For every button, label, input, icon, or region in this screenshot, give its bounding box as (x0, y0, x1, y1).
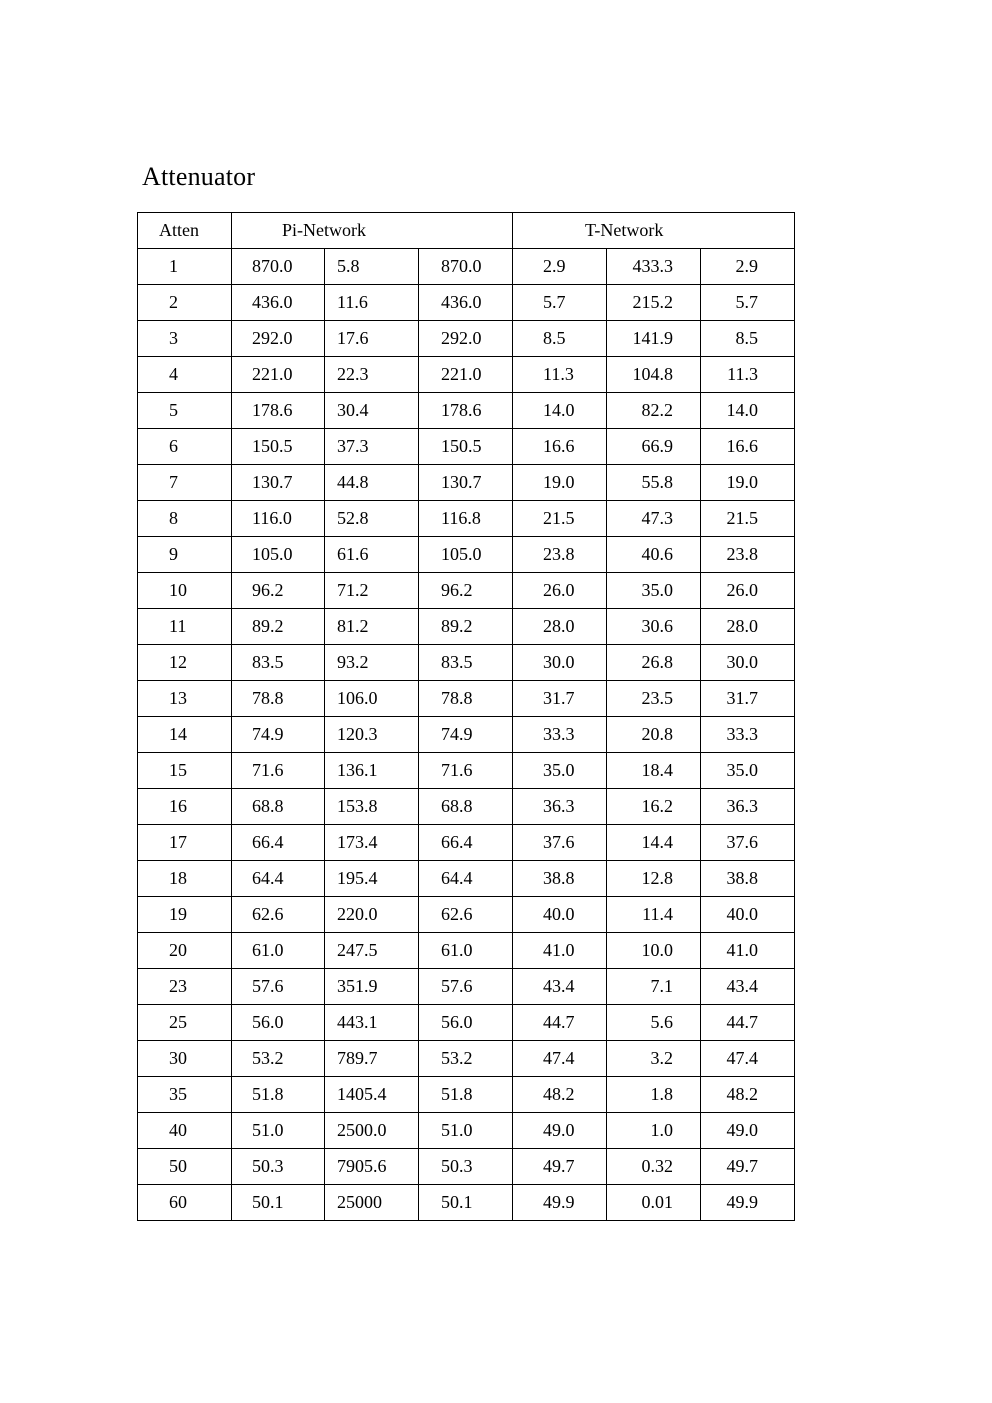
t-series-right-cell: 41.0 (701, 933, 795, 969)
atten-value-cell: 4 (138, 357, 232, 393)
t-shunt-cell: 433.3 (607, 249, 701, 285)
pi-series-right-cell: 68.8 (419, 789, 513, 825)
pi-shunt-cell: 195.4 (325, 861, 419, 897)
atten-value-cell: 13 (138, 681, 232, 717)
pi-series-right-cell: 50.1 (419, 1185, 513, 1221)
pi-shunt-cell: 120.3 (325, 717, 419, 753)
t-shunt-cell: 16.2 (607, 789, 701, 825)
t-series-left-cell: 19.0 (513, 465, 607, 501)
t-shunt-cell: 18.4 (607, 753, 701, 789)
pi-shunt-cell: 1405.4 (325, 1077, 419, 1113)
table-row (138, 681, 795, 717)
pi-series-left-cell: 61.0 (232, 933, 325, 969)
header-atten: Atten (138, 213, 232, 249)
pi-series-right-cell: 89.2 (419, 609, 513, 645)
pi-series-right-cell: 57.6 (419, 969, 513, 1005)
t-series-left-cell: 37.6 (513, 825, 607, 861)
pi-series-left-cell: 71.6 (232, 753, 325, 789)
atten-value-cell: 5 (138, 393, 232, 429)
pi-shunt-cell: 5.8 (325, 249, 419, 285)
t-shunt-cell: 30.6 (607, 609, 701, 645)
pi-shunt-cell: 25000 (325, 1185, 419, 1221)
table-row (138, 321, 795, 357)
t-series-right-cell: 36.3 (701, 789, 795, 825)
t-series-right-cell: 2.9 (701, 249, 795, 285)
table-row (138, 573, 795, 609)
pi-series-right-cell: 150.5 (419, 429, 513, 465)
atten-value-cell: 10 (138, 573, 232, 609)
t-shunt-cell: 47.3 (607, 501, 701, 537)
atten-value-cell: 50 (138, 1149, 232, 1185)
t-series-right-cell: 35.0 (701, 753, 795, 789)
pi-series-right-cell: 74.9 (419, 717, 513, 753)
table-row (138, 897, 795, 933)
t-series-right-cell: 40.0 (701, 897, 795, 933)
t-series-right-cell: 23.8 (701, 537, 795, 573)
atten-value-cell: 20 (138, 933, 232, 969)
pi-shunt-cell: 106.0 (325, 681, 419, 717)
atten-value-cell: 6 (138, 429, 232, 465)
t-shunt-cell: 7.1 (607, 969, 701, 1005)
table-row (138, 609, 795, 645)
pi-shunt-cell: 22.3 (325, 357, 419, 393)
atten-value-cell: 8 (138, 501, 232, 537)
pi-series-left-cell: 53.2 (232, 1041, 325, 1077)
t-series-right-cell: 47.4 (701, 1041, 795, 1077)
t-series-right-cell: 5.7 (701, 285, 795, 321)
pi-series-right-cell: 116.8 (419, 501, 513, 537)
pi-series-right-cell: 53.2 (419, 1041, 513, 1077)
table-row (138, 933, 795, 969)
table-row (138, 645, 795, 681)
atten-value-cell: 40 (138, 1113, 232, 1149)
t-series-right-cell: 28.0 (701, 609, 795, 645)
t-series-right-cell: 49.0 (701, 1113, 795, 1149)
t-shunt-cell: 11.4 (607, 897, 701, 933)
t-series-left-cell: 36.3 (513, 789, 607, 825)
t-shunt-cell: 12.8 (607, 861, 701, 897)
pi-series-left-cell: 50.1 (232, 1185, 325, 1221)
t-series-left-cell: 40.0 (513, 897, 607, 933)
pi-series-right-cell: 51.8 (419, 1077, 513, 1113)
pi-series-right-cell: 178.6 (419, 393, 513, 429)
table-row (138, 1113, 795, 1149)
pi-shunt-cell: 17.6 (325, 321, 419, 357)
pi-series-left-cell: 68.8 (232, 789, 325, 825)
pi-series-left-cell: 74.9 (232, 717, 325, 753)
pi-series-right-cell: 130.7 (419, 465, 513, 501)
pi-series-left-cell: 50.3 (232, 1149, 325, 1185)
t-shunt-cell: 35.0 (607, 573, 701, 609)
t-shunt-cell: 14.4 (607, 825, 701, 861)
t-series-right-cell: 44.7 (701, 1005, 795, 1041)
pi-series-left-cell: 436.0 (232, 285, 325, 321)
table-row (138, 1077, 795, 1113)
pi-series-right-cell: 64.4 (419, 861, 513, 897)
pi-series-right-cell: 62.6 (419, 897, 513, 933)
header-pi-network: Pi-Network (232, 213, 513, 249)
atten-value-cell: 23 (138, 969, 232, 1005)
pi-shunt-cell: 11.6 (325, 285, 419, 321)
t-series-right-cell: 43.4 (701, 969, 795, 1005)
t-series-left-cell: 2.9 (513, 249, 607, 285)
t-shunt-cell: 55.8 (607, 465, 701, 501)
atten-value-cell: 35 (138, 1077, 232, 1113)
atten-value-cell: 18 (138, 861, 232, 897)
t-series-right-cell: 16.6 (701, 429, 795, 465)
t-series-left-cell: 11.3 (513, 357, 607, 393)
t-shunt-cell: 23.5 (607, 681, 701, 717)
t-shunt-cell: 1.0 (607, 1113, 701, 1149)
pi-series-left-cell: 870.0 (232, 249, 325, 285)
pi-series-left-cell: 62.6 (232, 897, 325, 933)
t-series-left-cell: 28.0 (513, 609, 607, 645)
table-row (138, 393, 795, 429)
pi-series-right-cell: 51.0 (419, 1113, 513, 1149)
pi-series-left-cell: 51.0 (232, 1113, 325, 1149)
t-series-left-cell: 31.7 (513, 681, 607, 717)
atten-value-cell: 16 (138, 789, 232, 825)
t-series-right-cell: 48.2 (701, 1077, 795, 1113)
t-series-right-cell: 37.6 (701, 825, 795, 861)
pi-shunt-cell: 93.2 (325, 645, 419, 681)
t-series-right-cell: 21.5 (701, 501, 795, 537)
t-series-left-cell: 14.0 (513, 393, 607, 429)
t-series-left-cell: 38.8 (513, 861, 607, 897)
atten-value-cell: 1 (138, 249, 232, 285)
table-row (138, 537, 795, 573)
pi-shunt-cell: 61.6 (325, 537, 419, 573)
atten-value-cell: 60 (138, 1185, 232, 1221)
pi-shunt-cell: 351.9 (325, 969, 419, 1005)
table-row (138, 429, 795, 465)
pi-series-left-cell: 150.5 (232, 429, 325, 465)
atten-value-cell: 30 (138, 1041, 232, 1077)
pi-shunt-cell: 247.5 (325, 933, 419, 969)
header-t-network: T-Network (513, 213, 795, 249)
t-shunt-cell: 26.8 (607, 645, 701, 681)
t-shunt-cell: 3.2 (607, 1041, 701, 1077)
atten-value-cell: 9 (138, 537, 232, 573)
t-shunt-cell: 1.8 (607, 1077, 701, 1113)
pi-series-left-cell: 57.6 (232, 969, 325, 1005)
pi-series-left-cell: 89.2 (232, 609, 325, 645)
t-shunt-cell: 0.01 (607, 1185, 701, 1221)
t-series-left-cell: 30.0 (513, 645, 607, 681)
atten-value-cell: 17 (138, 825, 232, 861)
t-series-left-cell: 47.4 (513, 1041, 607, 1077)
t-series-right-cell: 14.0 (701, 393, 795, 429)
header-row (138, 213, 795, 249)
t-shunt-cell: 82.2 (607, 393, 701, 429)
t-series-right-cell: 11.3 (701, 357, 795, 393)
t-series-right-cell: 33.3 (701, 717, 795, 753)
table-row (138, 249, 795, 285)
pi-series-right-cell: 66.4 (419, 825, 513, 861)
pi-series-right-cell: 292.0 (419, 321, 513, 357)
t-series-right-cell: 38.8 (701, 861, 795, 897)
t-series-right-cell: 19.0 (701, 465, 795, 501)
t-shunt-cell: 104.8 (607, 357, 701, 393)
pi-series-left-cell: 292.0 (232, 321, 325, 357)
pi-shunt-cell: 37.3 (325, 429, 419, 465)
pi-series-right-cell: 50.3 (419, 1149, 513, 1185)
pi-shunt-cell: 81.2 (325, 609, 419, 645)
pi-series-right-cell: 56.0 (419, 1005, 513, 1041)
pi-series-left-cell: 96.2 (232, 573, 325, 609)
t-series-left-cell: 35.0 (513, 753, 607, 789)
t-shunt-cell: 5.6 (607, 1005, 701, 1041)
t-series-right-cell: 49.9 (701, 1185, 795, 1221)
table-row (138, 969, 795, 1005)
t-series-left-cell: 44.7 (513, 1005, 607, 1041)
t-series-left-cell: 49.9 (513, 1185, 607, 1221)
pi-series-left-cell: 56.0 (232, 1005, 325, 1041)
pi-series-right-cell: 71.6 (419, 753, 513, 789)
table-row (138, 1185, 795, 1221)
pi-series-left-cell: 78.8 (232, 681, 325, 717)
page-title: Attenuator (142, 162, 256, 191)
pi-series-left-cell: 130.7 (232, 465, 325, 501)
atten-value-cell: 14 (138, 717, 232, 753)
attenuator-table (137, 212, 795, 1221)
pi-shunt-cell: 52.8 (325, 501, 419, 537)
table-row (138, 285, 795, 321)
pi-shunt-cell: 7905.6 (325, 1149, 419, 1185)
table-row (138, 861, 795, 897)
pi-shunt-cell: 44.8 (325, 465, 419, 501)
table-row (138, 717, 795, 753)
t-shunt-cell: 66.9 (607, 429, 701, 465)
pi-shunt-cell: 136.1 (325, 753, 419, 789)
t-series-right-cell: 49.7 (701, 1149, 795, 1185)
t-series-left-cell: 49.0 (513, 1113, 607, 1149)
pi-series-left-cell: 83.5 (232, 645, 325, 681)
pi-series-right-cell: 83.5 (419, 645, 513, 681)
pi-series-left-cell: 116.0 (232, 501, 325, 537)
pi-series-right-cell: 78.8 (419, 681, 513, 717)
t-series-left-cell: 5.7 (513, 285, 607, 321)
table-row (138, 501, 795, 537)
pi-series-left-cell: 51.8 (232, 1077, 325, 1113)
t-series-left-cell: 43.4 (513, 969, 607, 1005)
atten-value-cell: 2 (138, 285, 232, 321)
t-series-left-cell: 21.5 (513, 501, 607, 537)
atten-value-cell: 7 (138, 465, 232, 501)
pi-shunt-cell: 789.7 (325, 1041, 419, 1077)
t-series-right-cell: 26.0 (701, 573, 795, 609)
pi-shunt-cell: 220.0 (325, 897, 419, 933)
table-row (138, 1005, 795, 1041)
t-shunt-cell: 0.32 (607, 1149, 701, 1185)
pi-series-left-cell: 64.4 (232, 861, 325, 897)
t-shunt-cell: 40.6 (607, 537, 701, 573)
atten-value-cell: 12 (138, 645, 232, 681)
t-shunt-cell: 10.0 (607, 933, 701, 969)
t-shunt-cell: 141.9 (607, 321, 701, 357)
table-row (138, 789, 795, 825)
t-series-left-cell: 16.6 (513, 429, 607, 465)
table-row (138, 1041, 795, 1077)
pi-series-right-cell: 105.0 (419, 537, 513, 573)
atten-value-cell: 19 (138, 897, 232, 933)
table-row (138, 357, 795, 393)
pi-shunt-cell: 443.1 (325, 1005, 419, 1041)
pi-series-right-cell: 870.0 (419, 249, 513, 285)
table-row (138, 1149, 795, 1185)
table-row (138, 753, 795, 789)
pi-series-right-cell: 61.0 (419, 933, 513, 969)
pi-shunt-cell: 153.8 (325, 789, 419, 825)
pi-shunt-cell: 173.4 (325, 825, 419, 861)
atten-value-cell: 11 (138, 609, 232, 645)
atten-value-cell: 3 (138, 321, 232, 357)
pi-shunt-cell: 30.4 (325, 393, 419, 429)
t-series-left-cell: 26.0 (513, 573, 607, 609)
t-series-left-cell: 41.0 (513, 933, 607, 969)
t-series-left-cell: 23.8 (513, 537, 607, 573)
pi-series-left-cell: 221.0 (232, 357, 325, 393)
pi-series-right-cell: 96.2 (419, 573, 513, 609)
t-series-left-cell: 49.7 (513, 1149, 607, 1185)
atten-value-cell: 25 (138, 1005, 232, 1041)
t-series-left-cell: 48.2 (513, 1077, 607, 1113)
pi-series-right-cell: 221.0 (419, 357, 513, 393)
table-row (138, 825, 795, 861)
table-body (138, 249, 795, 1221)
t-series-right-cell: 31.7 (701, 681, 795, 717)
pi-series-right-cell: 436.0 (419, 285, 513, 321)
t-series-right-cell: 8.5 (701, 321, 795, 357)
atten-value-cell: 15 (138, 753, 232, 789)
pi-series-left-cell: 105.0 (232, 537, 325, 573)
t-series-left-cell: 8.5 (513, 321, 607, 357)
t-shunt-cell: 215.2 (607, 285, 701, 321)
t-series-right-cell: 30.0 (701, 645, 795, 681)
table-row (138, 465, 795, 501)
pi-shunt-cell: 71.2 (325, 573, 419, 609)
pi-shunt-cell: 2500.0 (325, 1113, 419, 1149)
t-series-left-cell: 33.3 (513, 717, 607, 753)
pi-series-left-cell: 66.4 (232, 825, 325, 861)
t-shunt-cell: 20.8 (607, 717, 701, 753)
pi-series-left-cell: 178.6 (232, 393, 325, 429)
